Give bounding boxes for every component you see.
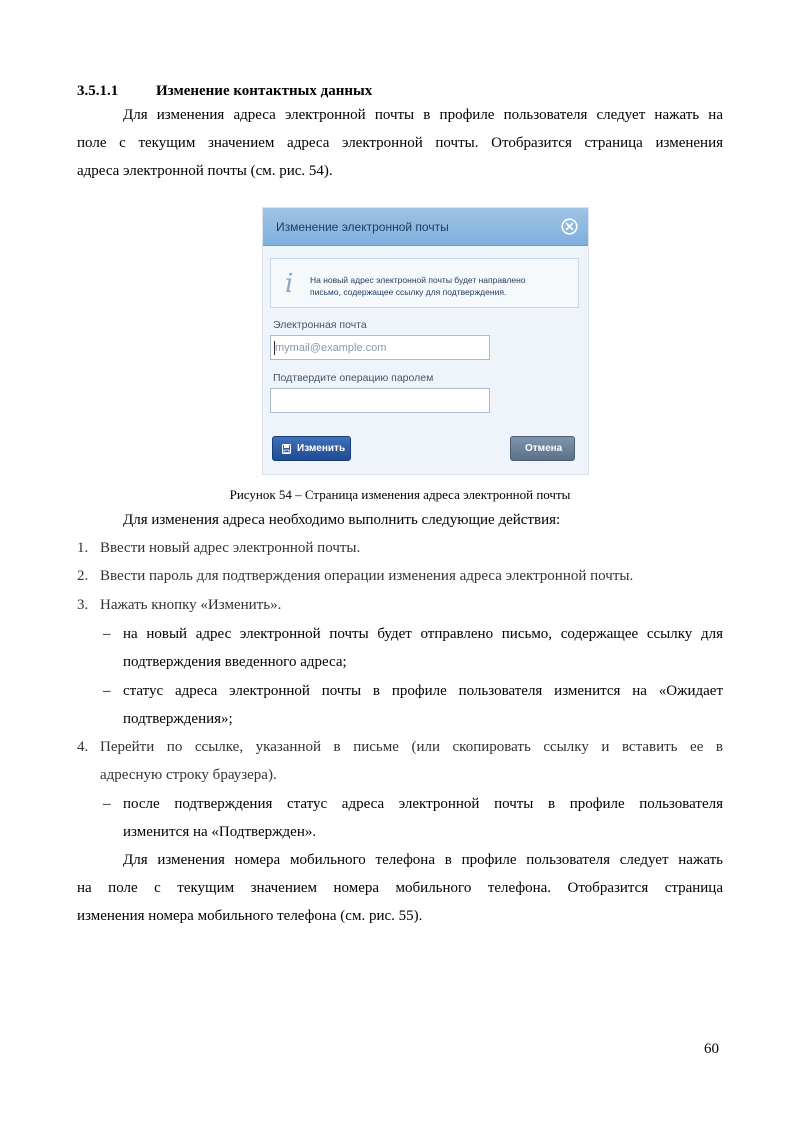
step-2-text: Ввести пароль для подтверждения операции изменения адреса электронной почты.	[100, 568, 634, 584]
submit-button[interactable]	[272, 436, 351, 461]
info-message	[270, 258, 579, 308]
email-placeholder: mymail@example.com	[275, 342, 387, 354]
info-text	[310, 274, 570, 298]
password-label: Подтвердите операцию паролем	[273, 372, 434, 384]
close-icon[interactable]	[561, 218, 578, 235]
dialog-title: Изменение электронной почты	[276, 220, 449, 234]
outro-line-3: изменения номера мобильного телефона (см. рис. 55).	[77, 908, 423, 924]
step-1-number: 1.	[77, 540, 89, 556]
submit-button-label: Изменить	[297, 443, 346, 454]
bullet-3-line-2: изменится на «Подтвержден».	[123, 824, 317, 840]
dialog-header	[263, 208, 588, 246]
step-1-text: Ввести новый адрес электронной почты.	[100, 540, 361, 556]
section-title: Изменение контактных данных	[156, 83, 373, 99]
page-number: 60	[704, 1041, 719, 1057]
intro-line-1: Для изменения адреса электронной почты в профиле пользователя следует нажать на	[123, 107, 723, 123]
bullet-2-line-2: подтверждения»;	[123, 711, 233, 727]
step-4-number: 4.	[77, 739, 89, 755]
step-4-line-2: адресную строку браузера).	[100, 767, 277, 783]
intro-line-2: поле с текущим значением адреса электронной почты. Отобразится страница изменения	[77, 135, 723, 151]
bullet-3-line-1: после подтверждения статус адреса электронной почты в профиле пользователя	[123, 796, 723, 812]
outro-line-1: Для изменения номера мобильного телефона в профиле пользователя следует нажать	[123, 852, 723, 868]
cancel-button-label: Отмена	[525, 443, 563, 454]
bullet-1-dash: –	[103, 626, 111, 642]
bullet-1-line-2: подтверждения введенного адреса;	[123, 654, 347, 670]
save-icon	[282, 444, 291, 454]
step-2-number: 2.	[77, 568, 89, 584]
email-input[interactable]	[270, 335, 490, 360]
info-text-line-2: письмо, содержащее ссылку для подтверждения.	[310, 287, 507, 297]
steps-intro: Для изменения адреса необходимо выполнить следующие действия:	[123, 512, 561, 528]
outro-line-2: на поле с текущим значением номера мобильного телефона. Отобразится страница	[77, 880, 723, 896]
email-change-dialog	[262, 207, 589, 475]
info-icon: i	[285, 269, 294, 299]
intro-line-3: адреса электронной почты (см. рис. 54).	[77, 163, 333, 179]
email-label: Электронная почта	[273, 319, 367, 331]
bullet-1-line-1: на новый адрес электронной почты будет отправлено письмо, содержащее ссылку для	[123, 626, 723, 642]
bullet-2-dash: –	[103, 683, 111, 699]
cancel-button[interactable]	[510, 436, 575, 461]
password-input[interactable]	[270, 388, 490, 413]
step-3-text: Нажать кнопку «Изменить».	[100, 597, 282, 613]
section-number: 3.5.1.1	[77, 83, 119, 99]
info-text-line-1: На новый адрес электронной почты будет направлено	[310, 275, 526, 285]
bullet-2-line-1: статус адреса электронной почты в профиле пользователя изменится на «Ожидает	[123, 683, 723, 699]
section-heading	[77, 83, 372, 100]
bullet-3-dash: –	[103, 796, 111, 812]
step-4-line-1: Перейти по ссылке, указанной в письме (или скопировать ссылку и вставить ее в	[100, 739, 723, 755]
step-3-number: 3.	[77, 597, 89, 613]
figure-caption: Рисунок 54 – Страница изменения адреса электронной почты	[229, 487, 571, 502]
